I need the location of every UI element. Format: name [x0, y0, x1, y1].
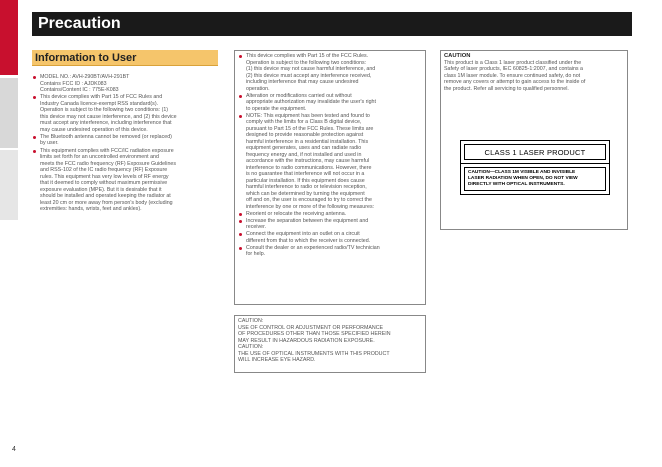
list-item: This equipment complies with FCC/IC radiation exposure limits set forth for an uncontrolled environment and meets the FCC radio frequency (RF) Exposure Guidelines and RSS-102 of the IC radio frequency (RF) Exposure rules. This equipment has very low levels of RF energy that it deemed to comply without maximum permissive exposure evaluation (MPE). But it is desirable that it should be installed and operated keeping the radiator at least 20 cm or more away from person's body (excluding extremities: hands, wrists, feet and ankles).: [32, 148, 220, 213]
list-item: The Bluetooth antenna cannot be removed (or replaced) by user.: [32, 134, 220, 147]
section-tab-active: [0, 0, 18, 75]
section-tab: [0, 78, 18, 148]
bullet-icon: [239, 213, 242, 216]
bullet-icon: [33, 136, 36, 139]
bullet-icon: [33, 150, 36, 153]
list-item: This device complies with Part 15 of the FCC Rules. Operation is subject to the following two conditions: (1) this device may not cause harmful interference, and (2) this device must accept any interference received, including interference that may cause undesired operation.: [238, 53, 422, 92]
bullet-icon: [239, 115, 242, 118]
list-item: Increase the separation between the equipment and receiver.: [238, 218, 422, 231]
page-title: Precaution: [32, 12, 632, 36]
bullet-icon: [239, 247, 242, 250]
bullet-icon: [33, 76, 36, 79]
list-item: This device complies with Part 15 of FCC Rules and Industry Canada licence-exempt RSS standard(s). Operation is subject to the following two conditions: (1) this device may not cause interference, and (2) this device must accept any interference, including interference that may cause undesired operation of this device.: [32, 94, 220, 133]
list-item: Reorient or relocate the receiving antenna.: [238, 211, 422, 218]
laser-caution-box: CAUTION This product is a Class 1 laser product classified under the Safety of laser products, IEC 60825-1:2007, and contains a class 1M laser module. To ensure continued safety, do not remove any covers or attempt to gain access to the inside of the product. Refer all servicing to qualified personnel.: [440, 50, 628, 230]
bullet-icon: [239, 95, 242, 98]
left-bullet-list: [32, 74, 220, 213]
class1m-warning-label: CAUTION—CLASS 1M VISIBLE AND INVISIBLE LASER RADIATION WHEN OPEN, DO NOT VIEW DIRECTLY WITH OPTICAL INSTRUMENTS.: [460, 163, 610, 195]
page-number: 4: [12, 446, 16, 453]
list-item: NOTE: This equipment has been tested and found to comply with the limits for a Class B digital device, pursuant to Part 15 of the FCC Rules. These limits are designed to provide reasonable protection against harmful interference in a residential installation. This equipment generates, uses and can radiate radio frequency energy and, if not installed and used in accordance with the instructions, may cause harmful interference to radio communications. However, there is no guarantee that interference will not occur in a particular installation. If this equipment does cause harmful interference to radio or television reception, which can be determined by turning the equipment off and on, the user is encouraged to try to correct the interference by one or more of the following measures:: [238, 113, 422, 211]
mid-bullet-list: [238, 53, 422, 258]
section-heading: Information to User: [32, 50, 218, 66]
class1-laser-label: [460, 140, 610, 164]
list-item: MODEL NO.: AVH-290BT/AVH-291BT Contains FCC ID : AJDK083 Contains/Content IC : 775E-K083: [32, 74, 220, 94]
left-column: [32, 74, 220, 213]
fcc-notice-box: [234, 50, 426, 305]
bullet-icon: [239, 220, 242, 223]
list-item: Consult the dealer or an experienced radio/TV technician for help.: [238, 245, 422, 258]
bullet-icon: [239, 233, 242, 236]
class1-laser-label-text: CLASS 1 LASER PRODUCT: [464, 144, 606, 160]
section-tab: [0, 150, 18, 220]
list-item: Connect the equipment into an outlet on a circuit different from that to which the receiver is connected.: [238, 231, 422, 244]
caution-title: CAUTION: [444, 53, 471, 59]
bullet-icon: [239, 55, 242, 58]
list-item: Alteration or modifications carried out without appropriate authorization may invalidate the user's right to operate the equipment.: [238, 93, 422, 113]
radiation-caution-box: CAUTION: USE OF CONTROL OR ADJUSTMENT OR PERFORMANCE OF PROCEDURES OTHER THAN THOSE SPECIFIED HEREIN MAY RESULT IN HAZARDOUS RADIATION EXPOSURE. CAUTION: THE USE OF OPTICAL INSTRUMENTS WITH THIS PRODUCT WILL INCREASE EYE HAZARD.: [234, 315, 426, 373]
bullet-icon: [33, 96, 36, 99]
